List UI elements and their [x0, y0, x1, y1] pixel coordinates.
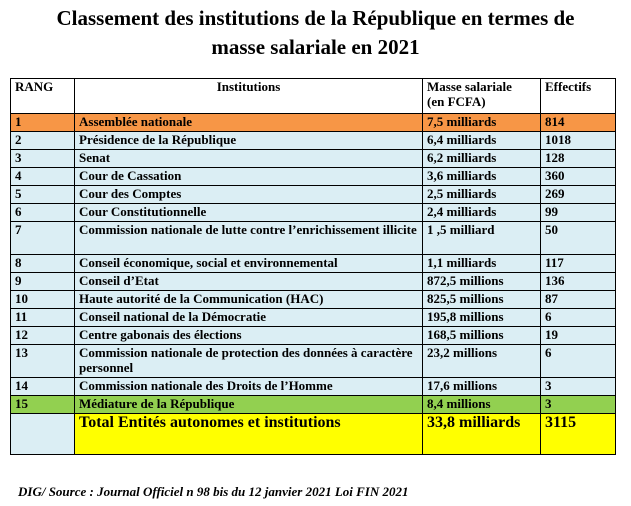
total-rang-cell — [11, 414, 75, 455]
table-body — [11, 114, 616, 414]
table-row — [11, 273, 616, 291]
masse-cell: 8,4 millions — [423, 396, 541, 414]
effectifs-cell: 814 — [541, 114, 616, 132]
effectifs-cell: 269 — [541, 186, 616, 204]
masse-cell: 23,2 millions — [423, 345, 541, 378]
table-row — [11, 204, 616, 222]
rank-cell: 12 — [11, 327, 75, 345]
masse-cell: 1 ,5 milliard — [423, 222, 541, 255]
total-label: Total Entités autonomes et institutions — [75, 414, 423, 455]
institution-cell: Médiature de la République — [75, 396, 423, 414]
effectifs-cell: 19 — [541, 327, 616, 345]
effectifs-cell: 117 — [541, 255, 616, 273]
table-row — [11, 222, 616, 255]
table-row — [11, 255, 616, 273]
masse-cell: 1,1 milliards — [423, 255, 541, 273]
institution-cell: Commission nationale de lutte contre l’enrichissement illicite — [75, 222, 423, 255]
total-effectifs: 3115 — [541, 414, 616, 455]
institution-cell: Cour Constitutionnelle — [75, 204, 423, 222]
institution-cell: Conseil national de la Démocratie — [75, 309, 423, 327]
header-masse-line-1: Masse salariale — [427, 79, 512, 94]
masse-cell: 872,5 millions — [423, 273, 541, 291]
table-row — [11, 114, 616, 132]
masse-cell: 2,5 milliards — [423, 186, 541, 204]
institution-cell: Cour des Comptes — [75, 186, 423, 204]
masse-cell: 7,5 milliards — [423, 114, 541, 132]
effectifs-cell: 99 — [541, 204, 616, 222]
rank-cell: 2 — [11, 132, 75, 150]
ranking-table — [10, 78, 616, 455]
effectifs-cell: 6 — [541, 309, 616, 327]
effectifs-cell: 128 — [541, 150, 616, 168]
institution-cell: Commission nationale de protection des données à caractère personnel — [75, 345, 423, 378]
institution-cell: Présidence de la République — [75, 132, 423, 150]
rank-cell: 5 — [11, 186, 75, 204]
table-row — [11, 150, 616, 168]
institution-cell: Conseil d’Etat — [75, 273, 423, 291]
rank-cell: 8 — [11, 255, 75, 273]
institution-cell: Assemblée nationale — [75, 114, 423, 132]
table-row — [11, 291, 616, 309]
rank-cell: 14 — [11, 378, 75, 396]
table-row — [11, 378, 616, 396]
rank-cell: 4 — [11, 168, 75, 186]
table-row — [11, 168, 616, 186]
effectifs-cell: 50 — [541, 222, 616, 255]
effectifs-cell: 6 — [541, 345, 616, 378]
header-masse-line-2: (en FCFA) — [427, 94, 486, 109]
institution-cell: Cour de Cassation — [75, 168, 423, 186]
table-row — [11, 309, 616, 327]
table-row — [11, 345, 616, 378]
header-effectifs: Effectifs — [541, 79, 616, 114]
institution-cell: Commission nationale des Droits de l’Homme — [75, 378, 423, 396]
source-footer: DIG/ Source : Journal Officiel n 98 bis du 12 janvier 2021 Loi FIN 2021 — [18, 484, 409, 499]
institution-cell: Conseil économique, social et environnemental — [75, 255, 423, 273]
total-masse: 33,8 milliards — [423, 414, 541, 455]
effectifs-cell: 1018 — [541, 132, 616, 150]
rank-cell: 10 — [11, 291, 75, 309]
header-rang: RANG — [11, 79, 75, 114]
effectifs-cell: 87 — [541, 291, 616, 309]
effectifs-cell: 3 — [541, 396, 616, 414]
institution-cell: Centre gabonais des élections — [75, 327, 423, 345]
table-row — [11, 186, 616, 204]
page-title — [0, 4, 631, 62]
masse-cell: 6,2 milliards — [423, 150, 541, 168]
rank-cell: 11 — [11, 309, 75, 327]
masse-cell: 825,5 millions — [423, 291, 541, 309]
effectifs-cell: 136 — [541, 273, 616, 291]
table-row — [11, 396, 616, 414]
header-institutions: Institutions — [75, 79, 423, 114]
table-row — [11, 132, 616, 150]
title-line-2: masse salariale en 2021 — [211, 35, 420, 59]
masse-cell: 6,4 milliards — [423, 132, 541, 150]
institution-cell: Senat — [75, 150, 423, 168]
rank-cell: 1 — [11, 114, 75, 132]
effectifs-cell: 360 — [541, 168, 616, 186]
header-masse-salariale — [423, 79, 541, 114]
rank-cell: 3 — [11, 150, 75, 168]
title-line-1: Classement des institutions de la République en termes de — [56, 6, 575, 30]
table-row — [11, 327, 616, 345]
rank-cell: 9 — [11, 273, 75, 291]
masse-cell: 2,4 milliards — [423, 204, 541, 222]
masse-cell: 195,8 millions — [423, 309, 541, 327]
rank-cell: 15 — [11, 396, 75, 414]
institution-cell: Haute autorité de la Communication (HAC) — [75, 291, 423, 309]
total-row — [11, 414, 616, 455]
rank-cell: 7 — [11, 222, 75, 255]
effectifs-cell: 3 — [541, 378, 616, 396]
rank-cell: 13 — [11, 345, 75, 378]
masse-cell: 168,5 millions — [423, 327, 541, 345]
rank-cell: 6 — [11, 204, 75, 222]
masse-cell: 17,6 millions — [423, 378, 541, 396]
header-row — [11, 79, 616, 114]
masse-cell: 3,6 milliards — [423, 168, 541, 186]
